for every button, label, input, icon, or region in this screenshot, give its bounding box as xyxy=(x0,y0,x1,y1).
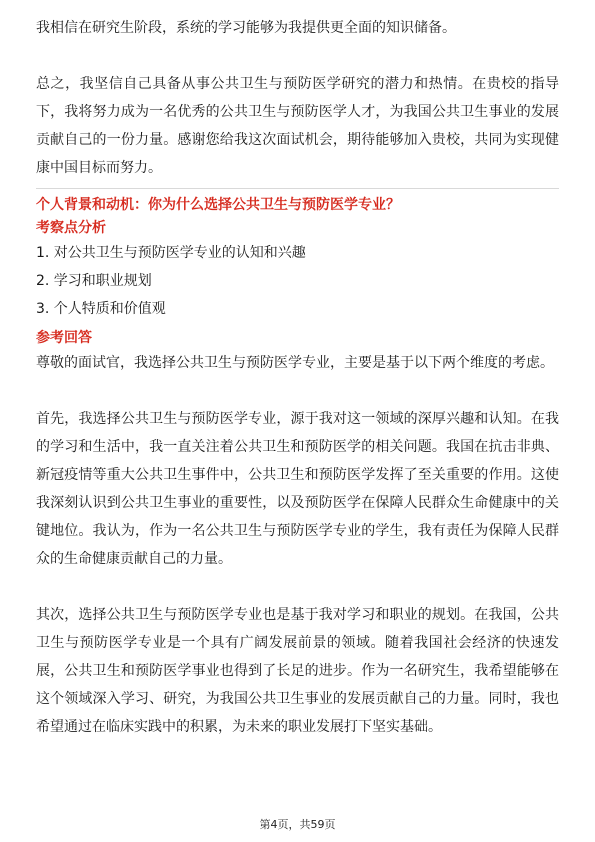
analysis-item: 3. 个人特质和价值观 xyxy=(36,301,166,317)
analysis-heading: 考察点分析 xyxy=(36,220,106,236)
section-divider xyxy=(36,188,559,189)
intro-paragraph-1: 我相信在研究生阶段，系统的学习能够为我提供更全面的知识储备。 xyxy=(36,20,456,36)
paragraph-gap xyxy=(36,573,559,601)
analysis-item: 1. 对公共卫生与预防医学专业的认知和兴趣 xyxy=(36,245,306,261)
paragraph-gap xyxy=(36,377,559,405)
intro-paragraph-2: 总之，我坚信自己具备从事公共卫生与预防医学研究的潜力和热情。在贵校的指导下，我将努力成为一名优秀的公共卫生与预防医学人才，为我国公共卫生事业的发展贡献自己的一份力量。感谢您给我这次面试机会，期待能够加入贵校，共同为实现健康中国目标而努力。 xyxy=(36,76,559,176)
analysis-item: 2. 学习和职业规划 xyxy=(36,273,152,289)
page-number: 第4页，共59页 xyxy=(259,818,336,831)
answer-paragraph-3: 其次，选择公共卫生与预防医学专业也是基于我对学习和职业的规划。在我国，公共卫生与预防医学专业是一个具有广阔发展前景的领域。随着我国社会经济的快速发展，公共卫生和预防医学事业也得到了长足的进步。作为一名研究生，我希望能够在这个领域深入学习、研究，为我国公共卫生事业的发展贡献自己的力量。同时，我也希望通过在临床实践中的积累，为未来的职业发展打下坚实基础。 xyxy=(36,607,559,735)
paragraph-gap xyxy=(36,42,559,70)
document-page xyxy=(36,14,559,741)
answer-paragraph-2: 首先，我选择公共卫生与预防医学专业，源于我对这一领域的深厚兴趣和认知。在我的学习和生活中，我一直关注着公共卫生和预防医学的相关问题。我国在抗击非典、新冠疫情等重大公共卫生事件中，公共卫生和预防医学发挥了至关重要的作用。这使我深刻认识到公共卫生事业的重要性，以及预防医学在保障人民群众生命健康中的关键地位。我认为，作为一名公共卫生与预防医学专业的学生，我有责任为保障人民群众的生命健康贡献自己的力量。 xyxy=(36,411,559,567)
answer-heading: 参考回答 xyxy=(36,330,92,346)
question-title: 个人背景和动机：你为什么选择公共卫生与预防医学专业？ xyxy=(36,197,400,213)
answer-paragraph-1: 尊敬的面试官，我选择公共卫生与预防医学专业，主要是基于以下两个维度的考虑。 xyxy=(36,355,554,371)
